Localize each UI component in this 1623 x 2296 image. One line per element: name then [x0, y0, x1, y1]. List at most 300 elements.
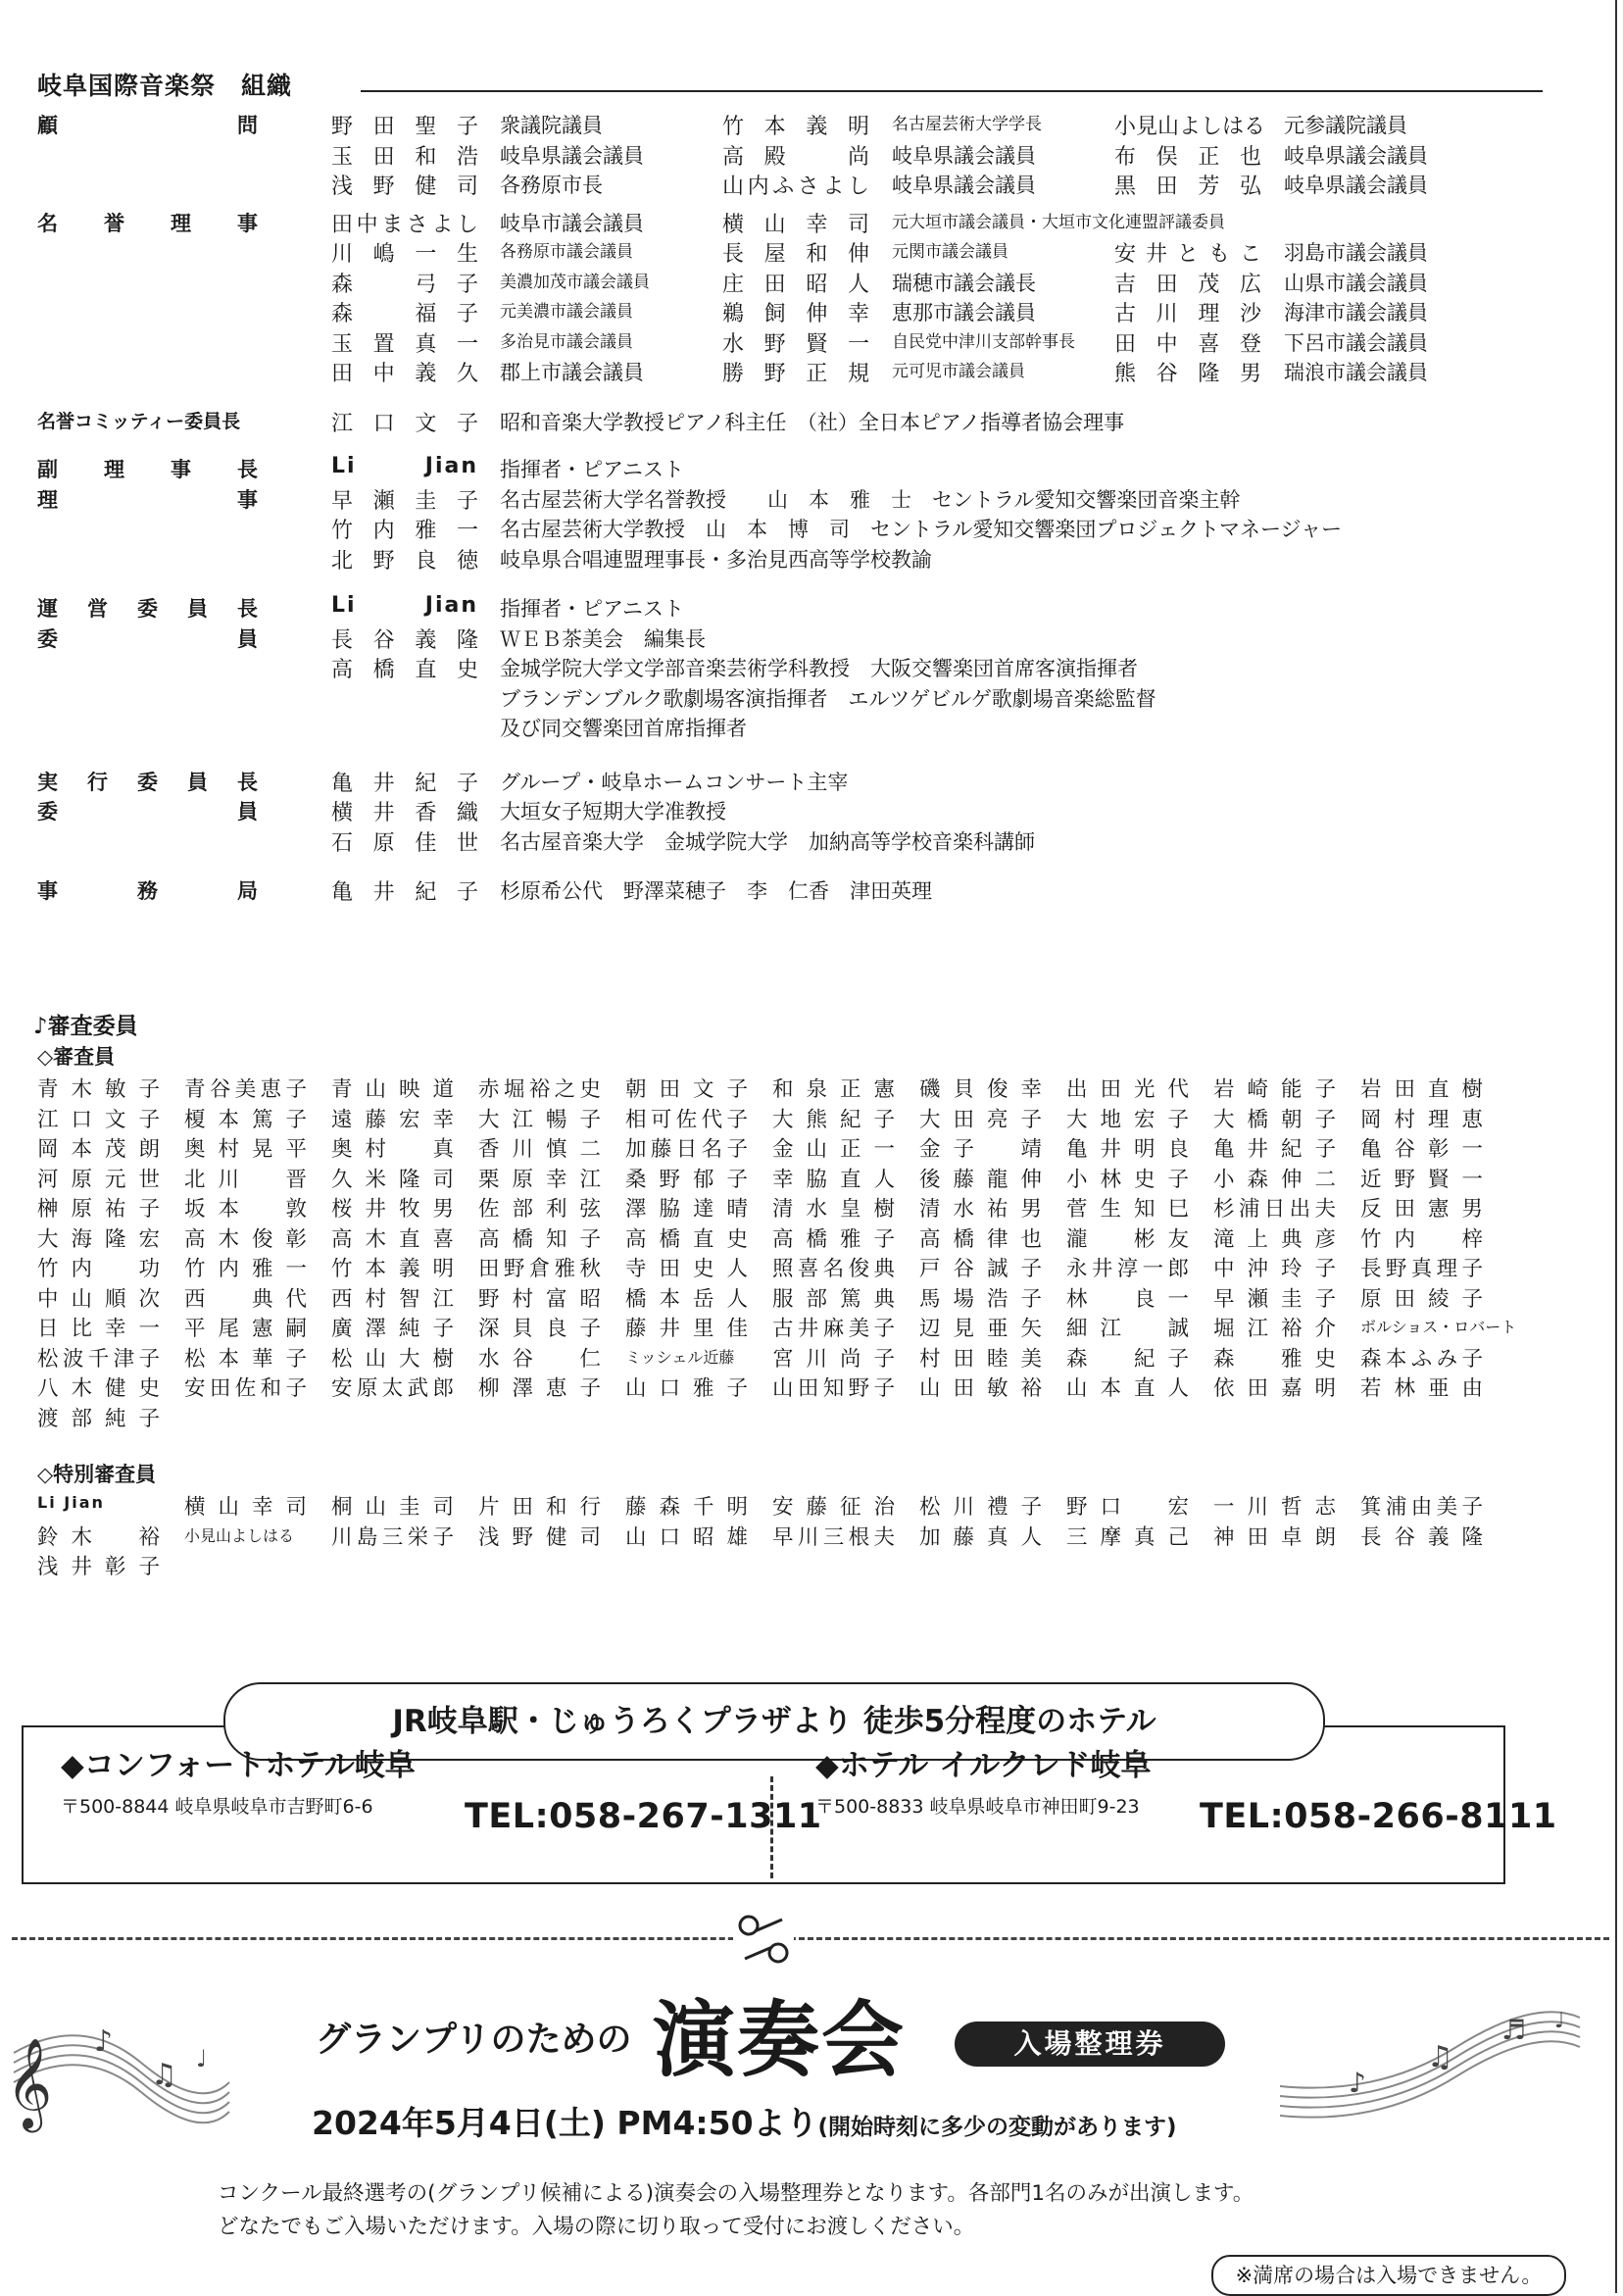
member-title: 元大垣市議会議員・大垣市文化連盟評議委員 [892, 212, 1225, 232]
svg-text:♬: ♬ [1501, 2014, 1527, 2046]
org-row [0, 235, 1623, 266]
judge-name: 山口雅子 [625, 1376, 748, 1401]
special-judges-grid [37, 1490, 1507, 1580]
org-row [0, 168, 1623, 198]
org-row [0, 651, 1623, 681]
member-title: 元関市議会議員 [892, 242, 1008, 262]
member-title: 金城学院大学文学部音楽芸術学科教授 大阪交響楽団首席客演指揮者 [500, 657, 1138, 680]
title-rule [361, 90, 1543, 92]
member-name: 高殿 尚 [722, 144, 869, 170]
judge-name: 安田佐和子 [184, 1376, 307, 1401]
page-title: 岐阜国際音楽祭 組織 [37, 72, 293, 100]
org-role: 運営委員長 [37, 597, 258, 621]
member-title: 指揮者・ピアニスト [500, 458, 684, 481]
concert-description [218, 2177, 1254, 2244]
org-role: 名誉コミッティー委員長 [37, 410, 241, 432]
judge-name: 滝上典彦 [1213, 1226, 1336, 1252]
judge-name: 箕浦由美子 [1360, 1495, 1483, 1520]
member-title: 杉原希公代 野澤菜穂子 李 仁香 津田英理 [500, 879, 932, 903]
judge-name: 林 良一 [1066, 1286, 1189, 1312]
judge-row [37, 1312, 1517, 1342]
judge-name: 香川慎二 [478, 1137, 601, 1162]
music-notes-icon [1270, 1988, 1586, 2135]
judge-name: 久米隆司 [331, 1167, 454, 1192]
org-row [0, 206, 1623, 236]
judge-name: 細江 誠 [1066, 1317, 1189, 1341]
org-row [0, 405, 1623, 435]
org-role: 名誉理事 [37, 211, 258, 235]
judge-name: 清水皇樹 [772, 1197, 895, 1222]
svg-text:♫: ♫ [1427, 2040, 1453, 2074]
org-row [0, 512, 1623, 542]
judge-name: 大橋朝子 [1213, 1107, 1336, 1132]
judge-name: 渡部純子 [37, 1406, 160, 1431]
judge-name: 菅生知巳 [1066, 1197, 1189, 1222]
member-title: 岐阜市議会議員 [500, 211, 644, 235]
judge-name: 安原太武郎 [331, 1376, 454, 1401]
judge-name: 長谷義隆 [1360, 1524, 1483, 1550]
member-title: 山県市議会議員 [1284, 271, 1428, 295]
judge-name: 佐部利弦 [478, 1197, 601, 1222]
judge-name: 日比幸一 [37, 1317, 160, 1341]
judge-name: 加藤日名子 [625, 1137, 748, 1162]
judge-name: 中沖玲子 [1213, 1257, 1336, 1281]
judge-name: 藤井里佳 [625, 1317, 748, 1341]
judge-name: 西村智江 [331, 1286, 454, 1312]
member-title: 大垣女子短期大学准教授 [500, 800, 726, 824]
judge-row [37, 1342, 1507, 1373]
judge-name: 後藤龍伸 [919, 1167, 1042, 1192]
member-name: 古川理沙 [1114, 302, 1261, 326]
judge-name: 高木直喜 [331, 1226, 454, 1252]
member-title: 元美濃市議会議員 [500, 302, 633, 322]
org-row [0, 355, 1623, 385]
judge-name: 依田嘉明 [1213, 1376, 1336, 1401]
judge-name: 高橋雅子 [772, 1226, 895, 1252]
member-title: 自民党中津川支部幹事長 [892, 331, 1075, 352]
judge-row [37, 1132, 1507, 1163]
judge-row [37, 1402, 1507, 1432]
member-title: 各務原市長 [500, 174, 603, 197]
judge-name: 幸脇直人 [772, 1167, 895, 1192]
member-name: 田中喜登 [1114, 331, 1261, 357]
member-name: 森 福子 [331, 302, 478, 326]
judge-name: 山田敏裕 [919, 1376, 1042, 1401]
member-name: 竹内雅一 [331, 519, 478, 543]
org-row [0, 591, 1623, 622]
member-title: 恵那市議会議員 [892, 301, 1036, 324]
judge-name: 小森伸二 [1213, 1167, 1336, 1192]
org-row [0, 794, 1623, 824]
member-name: 亀井紀子 [331, 771, 478, 796]
svg-text:♩: ♩ [196, 2045, 208, 2072]
judge-name: 小見山よしはる [184, 1525, 295, 1545]
member-name: 江口文子 [331, 411, 478, 436]
concert-date-note: (開始時刻に多少の変動があります) [817, 2115, 1177, 2140]
judge-name: 森 紀子 [1066, 1346, 1189, 1372]
hotel-comfort [61, 1740, 416, 1819]
judge-name: 深貝良子 [478, 1317, 601, 1341]
member-title: グループ・岐阜ホームコンサート主宰 [500, 770, 849, 794]
member-title: 岐阜県議会議員 [1284, 143, 1428, 168]
member-name: 横山幸司 [722, 212, 869, 237]
judge-name: 松波千津子 [37, 1346, 160, 1372]
judge-name: 遠藤宏幸 [331, 1107, 454, 1132]
judge-row [37, 1550, 1507, 1580]
judge-name: 山本直人 [1066, 1376, 1189, 1401]
org-section [0, 873, 1623, 904]
judge-name: 高木俊彰 [184, 1226, 307, 1252]
svg-text:♫: ♫ [151, 2058, 177, 2092]
judge-name: 大熊紀子 [772, 1107, 895, 1132]
member-title: 羽島市議会議員 [1284, 241, 1428, 265]
judge-name: 藤森千明 [625, 1495, 748, 1520]
judge-name: 金子 靖 [919, 1137, 1042, 1162]
judge-name: 浅野健司 [478, 1524, 601, 1550]
judge-name: 榊原祐子 [37, 1197, 160, 1222]
member-title: 衆議院議員 [500, 114, 603, 137]
judge-name: 野口 宏 [1066, 1495, 1189, 1520]
member-name: 亀井紀子 [331, 880, 478, 905]
judges-grid [37, 1073, 1517, 1431]
org-row [0, 482, 1623, 513]
judge-row [37, 1490, 1507, 1521]
member-title: 各務原市議会議員 [500, 242, 633, 262]
judge-name: ミッシェル近藤 [625, 1347, 735, 1367]
org-role: 理 事 [37, 487, 258, 512]
judge-name: 竹内 功 [37, 1257, 160, 1281]
member-name: 玉田和浩 [331, 144, 478, 170]
member-name: 勝野正規 [722, 362, 869, 386]
judge-name: 早瀬圭子 [1213, 1286, 1336, 1312]
judge-name: 松山大樹 [331, 1346, 454, 1372]
judge-name: 桜井牧男 [331, 1197, 454, 1222]
member-title: 多治見市議会議員 [500, 331, 633, 352]
judge-name: 横山幸司 [184, 1495, 307, 1520]
org-row [0, 108, 1623, 138]
judge-name: 坂本 敦 [184, 1197, 307, 1222]
judge-name: 照喜名俊典 [772, 1257, 895, 1281]
judge-name: 竹内 梓 [1360, 1226, 1483, 1252]
judge-name: 辺見亜矢 [919, 1317, 1042, 1341]
judge-name: 磯貝俊幸 [919, 1077, 1042, 1102]
judge-name: 岩崎能子 [1213, 1077, 1336, 1102]
hotel-heading: JR岐阜駅・じゅうろくプラザより 徒歩5分程度のホテル [223, 1682, 1325, 1761]
judge-name: 小林史子 [1066, 1167, 1189, 1192]
hotel-address: 〒500-8844 岐阜県岐阜市吉野町6-6 [61, 1796, 373, 1818]
judge-name: 杉浦日出夫 [1213, 1197, 1336, 1222]
org-section [0, 591, 1623, 741]
org-row [0, 452, 1623, 482]
judge-name: 一川哲志 [1213, 1495, 1336, 1520]
judge-row [37, 1282, 1507, 1313]
org-row [0, 765, 1623, 795]
judge-name: 近野賢一 [1360, 1167, 1483, 1192]
member-title: 名古屋音楽大学 金城学院大学 加納高等学校音楽科講師 [500, 829, 1035, 854]
judge-name: 榎本篤子 [184, 1107, 307, 1132]
member-name: 竹本義明 [722, 115, 869, 139]
full-capacity-note: ※満席の場合は入場できません。 [1211, 2255, 1566, 2296]
judge-row [37, 1252, 1507, 1282]
member-name: 熊谷隆男 [1114, 362, 1261, 386]
member-title: 郡上市議会議員 [500, 361, 644, 384]
judge-name: 桑野郁子 [625, 1167, 748, 1192]
judge-name: 片田和行 [478, 1495, 601, 1520]
judge-name: 澤脇達晴 [625, 1197, 748, 1222]
member-name: 田中まさよし [331, 212, 478, 237]
judge-row [37, 1223, 1507, 1253]
concert-date-main: 2024年5月4日(土) PM4:50より [312, 2104, 818, 2142]
special-judges-subheading: ◇特別審査員 [37, 1463, 157, 1486]
member-name: 布俣正也 [1114, 144, 1261, 170]
judge-name: 朝田文子 [625, 1077, 748, 1102]
judge-name: 水谷 仁 [478, 1346, 601, 1372]
judge-name: 竹本義明 [331, 1257, 454, 1281]
org-row [0, 711, 1623, 741]
judge-name: 高橋知子 [478, 1226, 601, 1252]
member-title: 岐阜県議会議員 [1284, 174, 1428, 197]
judge-name: 中山順次 [37, 1286, 160, 1312]
scissors-icon [733, 1910, 794, 1967]
judge-name: 大海隆宏 [37, 1226, 160, 1252]
judge-name: 大地宏子 [1066, 1107, 1189, 1132]
member-title: 美濃加茂市議会議員 [500, 272, 650, 292]
judge-name: 出田光代 [1066, 1077, 1189, 1102]
judge-name: 金山正一 [772, 1137, 895, 1162]
hotel-address: 〒500-8833 岐阜県岐阜市神田町9-23 [815, 1796, 1140, 1818]
concert-title: 演奏会 [653, 1992, 907, 2088]
judge-name: 赤堀裕之史 [478, 1077, 601, 1102]
judge-name: 亀谷彰一 [1360, 1137, 1483, 1162]
member-name: 長谷義隆 [331, 627, 478, 653]
judge-name: 奥村晃平 [184, 1137, 307, 1162]
cut-line [12, 1937, 1609, 1940]
judge-name: 青谷美恵子 [184, 1077, 307, 1102]
judge-name: 青木敏子 [37, 1077, 160, 1102]
member-title: 元参議院議員 [1284, 114, 1407, 137]
judges-subheading: ◇審査員 [37, 1045, 116, 1069]
org-role: 委 員 [37, 800, 258, 824]
judge-name: 岡村理恵 [1360, 1107, 1483, 1132]
member-name: 玉置真一 [331, 331, 478, 357]
judge-name: 山田知野子 [772, 1376, 895, 1401]
judge-name: 反田憲男 [1360, 1197, 1483, 1222]
svg-text:♪: ♪ [1349, 2067, 1366, 2099]
org-role: 実行委員長 [37, 770, 258, 794]
org-section [0, 206, 1623, 385]
org-section [0, 765, 1623, 855]
judge-name: 馬場浩子 [919, 1286, 1042, 1312]
member-title: 名古屋芸術大学教授 山 本 博 司 セントラル愛知交響楽団プロジェクトマネージャー [500, 518, 1343, 541]
judge-name: 橋本岳人 [625, 1286, 748, 1312]
org-row [0, 325, 1623, 356]
hotel-name: ◆ホテル イルクレド岐阜 [815, 1748, 1152, 1783]
judge-name: 宮川尚子 [772, 1346, 895, 1372]
svg-text:♩: ♩ [1554, 2009, 1565, 2033]
judge-name: 堀江裕介 [1213, 1317, 1336, 1341]
org-row [0, 295, 1623, 325]
judge-name: 西 典代 [184, 1286, 307, 1312]
org-role: 事 務 局 [37, 879, 258, 903]
org-section [0, 452, 1623, 572]
judge-row [37, 1163, 1507, 1193]
judge-name: 平尾憲嗣 [184, 1317, 307, 1341]
judge-name: 川島三栄子 [331, 1524, 454, 1550]
member-name: 高橋直史 [331, 658, 478, 682]
judge-name: 森 雅史 [1213, 1346, 1336, 1372]
org-row [0, 824, 1623, 855]
hotel-name: ◆コンフォートホテル岐阜 [61, 1748, 416, 1783]
member-title: 瑞穂市議会議長 [892, 271, 1036, 295]
judge-name: 岩田直樹 [1360, 1077, 1483, 1102]
judge-name: 青山映道 [331, 1077, 454, 1102]
member-title: 岐阜県議会議員 [892, 174, 1036, 197]
judge-name: 和泉正憲 [772, 1077, 895, 1102]
member-title: ブランデンブルク歌劇場客演指揮者 エルツゲビルゲ歌劇場音楽総監督 [500, 686, 1156, 711]
judges-heading: ♪審査委員 [33, 1014, 138, 1039]
judge-name: 村田睦美 [919, 1346, 1042, 1372]
member-name: 田中義久 [331, 362, 478, 386]
judge-name: 鈴木 裕 [37, 1524, 160, 1550]
judge-row [37, 1073, 1507, 1103]
member-name: 石原佳世 [331, 830, 478, 856]
member-title: 昭和音楽大学教授ピアノ科主任 （社）全日本ピアノ指導者協会理事 [500, 410, 1125, 434]
judge-name: Li Jian [37, 1493, 105, 1512]
member-title: 指揮者・ピアニスト [500, 597, 684, 621]
hotel-phone: TEL:058-267-1311 [465, 1797, 822, 1836]
member-name: Li Jian [331, 454, 478, 478]
member-name: 山内ふさよし [722, 175, 869, 199]
judge-name: 清水祐男 [919, 1197, 1042, 1222]
judge-name: 若林亜由 [1360, 1376, 1483, 1401]
org-role: 顧 問 [37, 114, 258, 137]
org-row [0, 622, 1623, 652]
member-name: 黒田芳弘 [1114, 175, 1261, 199]
member-title: 元可児市議会議員 [892, 362, 1025, 381]
member-name: 浅野健司 [331, 175, 478, 199]
judge-name: 服部篤典 [772, 1286, 895, 1312]
judge-name: 江口文子 [37, 1107, 160, 1132]
member-title: 岐阜県議会議員 [892, 143, 1036, 168]
judge-name: 栗原幸江 [478, 1167, 601, 1192]
judge-name: 竹内雅一 [184, 1257, 307, 1281]
judge-name: 田野倉雅秋 [478, 1257, 601, 1281]
judge-name: 野村富昭 [478, 1286, 601, 1312]
member-name: 早瀬圭子 [331, 488, 478, 514]
judge-name: 河原元世 [37, 1167, 160, 1192]
judge-name: 廣澤純子 [331, 1317, 454, 1341]
member-name: 水野賢一 [722, 331, 869, 357]
organization-list [0, 108, 1623, 922]
judge-name: 亀井明良 [1066, 1137, 1189, 1162]
hotel-phone: TEL:058-266-8111 [1200, 1797, 1557, 1836]
hotel-ilcredo [815, 1740, 1151, 1819]
judge-name: 高橋律也 [919, 1226, 1042, 1252]
judge-name: 高橋直史 [625, 1226, 748, 1252]
member-title: 海津市議会議員 [1284, 301, 1428, 324]
member-name: 北野良徳 [331, 548, 478, 574]
judge-name: 北川 晋 [184, 1167, 307, 1192]
judge-name: 永井淳一郎 [1066, 1257, 1189, 1281]
ticket-badge: 入場整理券 [955, 2021, 1225, 2067]
music-notes-icon [4, 1994, 233, 2141]
member-name: 長屋和伸 [722, 242, 869, 267]
org-section [0, 108, 1623, 198]
member-name: 小見山よしはる [1114, 115, 1266, 139]
judge-name: 長野真理子 [1360, 1257, 1483, 1281]
member-name: 吉田茂広 [1114, 272, 1261, 297]
judge-name: 山口昭雄 [625, 1524, 748, 1550]
judge-row [37, 1103, 1507, 1133]
judge-name: 瀧 彬友 [1066, 1226, 1189, 1252]
judge-name: 亀井紀子 [1213, 1137, 1336, 1162]
concert-description-line: コンクール最終選考の(グランプリ候補による)演奏会の入場整理券となります。各部門1名のみが出演します。 [218, 2181, 1254, 2206]
judge-name: 八木健史 [37, 1376, 160, 1401]
org-row [0, 138, 1623, 169]
org-row [0, 873, 1623, 904]
judge-name: 浅井彰子 [37, 1555, 160, 1579]
member-title: 岐阜県議会議員 [500, 143, 644, 168]
judge-name: 柳澤恵子 [478, 1376, 601, 1401]
svg-text:𝄞: 𝄞 [6, 2037, 53, 2128]
judge-row [37, 1192, 1507, 1223]
judge-name: 戸谷誠子 [919, 1257, 1042, 1281]
member-title: 下呂市議会議員 [1284, 330, 1428, 355]
judge-name: 早川三根夫 [772, 1524, 895, 1550]
judge-row [37, 1521, 1507, 1551]
org-row [0, 542, 1623, 573]
member-title: 名古屋芸術大学名誉教授 山 本 雅 士 セントラル愛知交響楽団音楽主幹 [500, 487, 1241, 512]
concert-description-line: どなたでもご入場いただけます。入場の際に切り取って受付にお渡しください。 [218, 2215, 975, 2239]
judge-name: 寺田史人 [625, 1257, 748, 1281]
judge-name: 森本ふみ子 [1360, 1346, 1483, 1372]
judge-name: 相可佐代子 [625, 1107, 748, 1132]
member-name: 野田聖子 [331, 115, 478, 139]
org-row [0, 266, 1623, 296]
judge-name: 奥村 真 [331, 1137, 454, 1162]
concert-prefix: グランプリのための [316, 2020, 632, 2060]
judge-name: 松本華子 [184, 1346, 307, 1372]
judge-row [37, 1372, 1507, 1402]
member-title: 及び同交響楽団首席指揮者 [500, 717, 747, 740]
judge-name: 大江暢子 [478, 1107, 601, 1132]
judge-name: 加藤真人 [919, 1524, 1042, 1550]
judge-name: 安藤征治 [772, 1495, 895, 1520]
concert-date [312, 2098, 1177, 2144]
org-row [0, 681, 1623, 712]
svg-text:♪: ♪ [94, 2024, 114, 2059]
member-name: 安井ともこ [1114, 242, 1261, 267]
judge-name: ボルショス・ロバート [1360, 1318, 1517, 1336]
judge-name: 桐山圭司 [331, 1495, 454, 1520]
member-name: 森 弓子 [331, 272, 478, 297]
org-section [0, 405, 1623, 435]
member-name: 鵜飼伸幸 [722, 302, 869, 326]
org-role: 委 員 [37, 626, 258, 651]
judge-name: 原田綾子 [1360, 1286, 1483, 1312]
judge-name: 岡本茂朗 [37, 1137, 160, 1162]
org-role: 副理事長 [37, 458, 258, 481]
member-name: 川嶋一生 [331, 242, 478, 267]
member-name: 庄田昭人 [722, 272, 869, 297]
member-title: 瑞浪市議会議員 [1284, 361, 1428, 384]
member-title: 名古屋芸術大学学長 [892, 115, 1042, 134]
judge-name: 松川禮子 [919, 1495, 1042, 1520]
judge-name: 三摩真己 [1066, 1524, 1189, 1550]
member-title: 岐阜県合唱連盟理事長・多治見西高等学校教諭 [500, 547, 932, 572]
member-name: 横井香織 [331, 801, 478, 825]
judge-name: 大田亮子 [919, 1107, 1042, 1132]
